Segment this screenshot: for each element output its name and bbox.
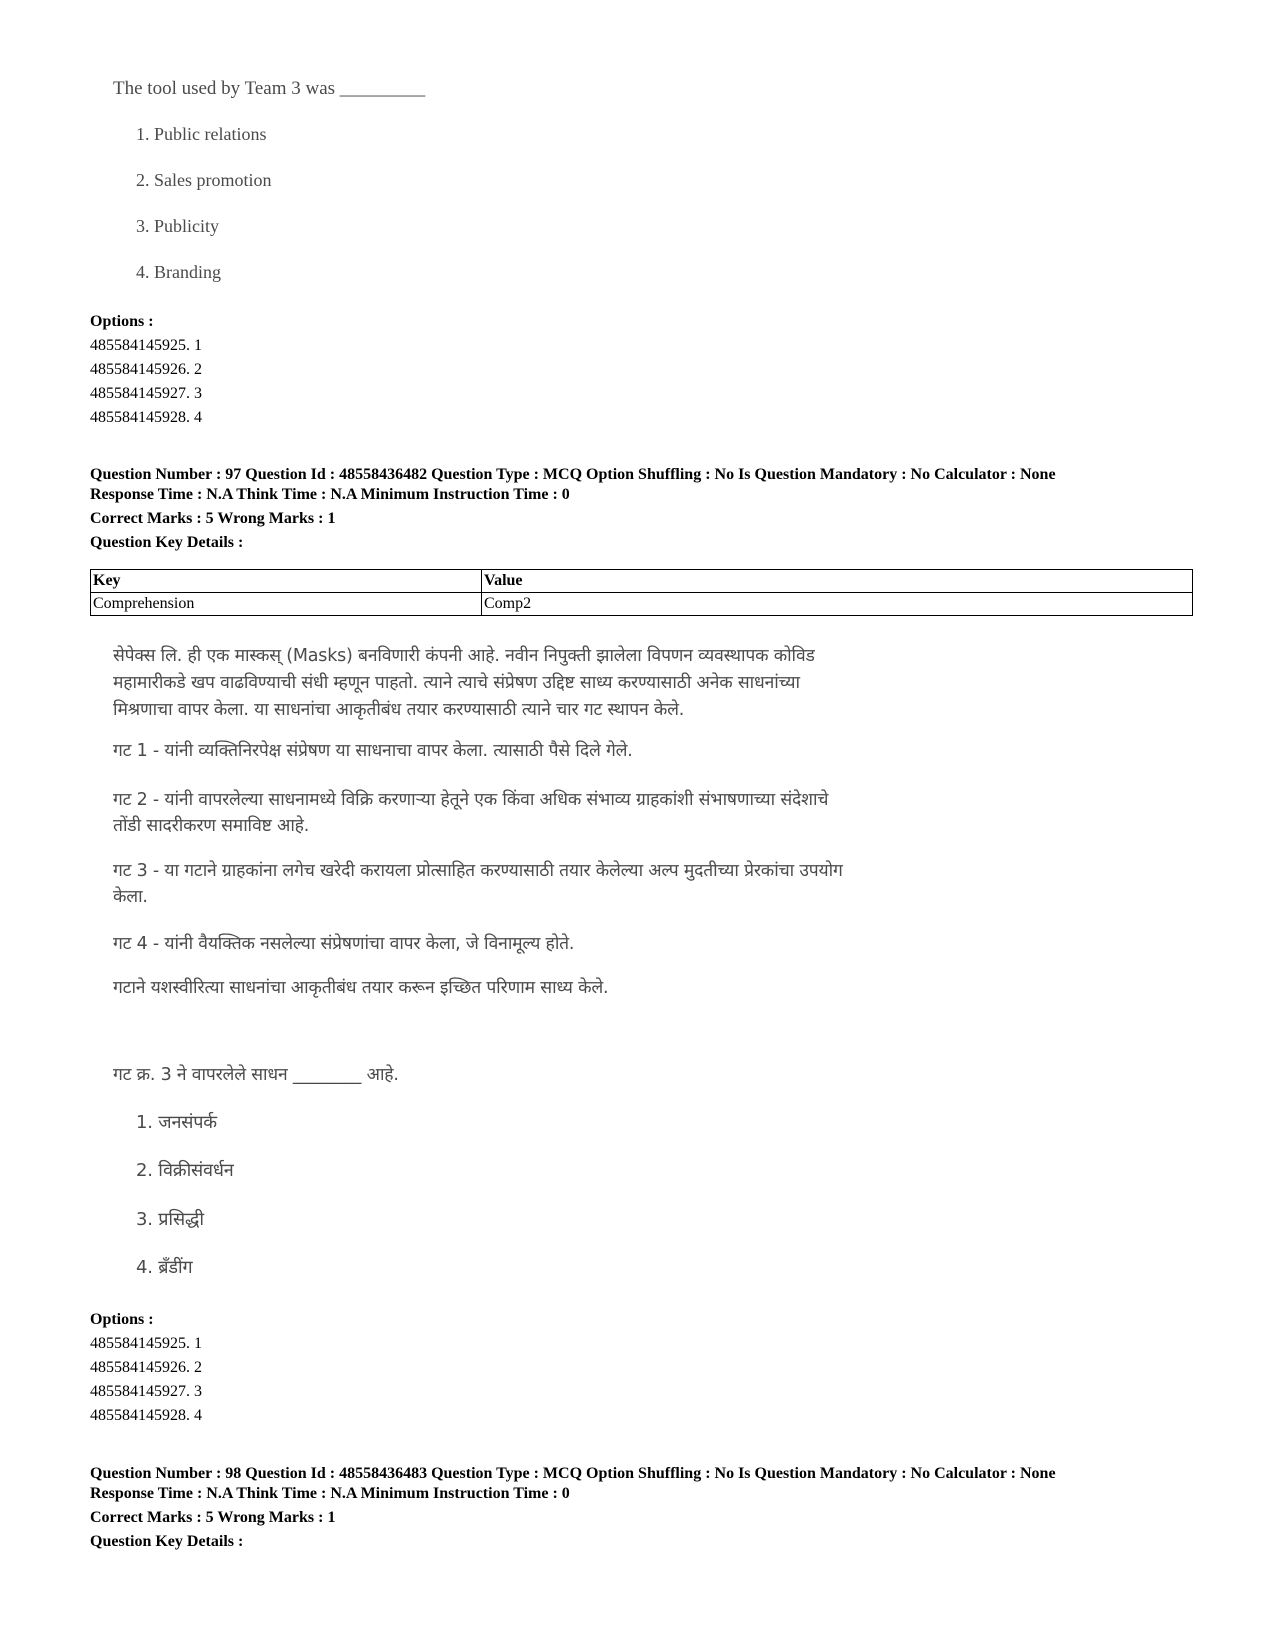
q96-option-id-1: 485584145925. 1 (90, 337, 202, 354)
q96-choice-2: 2. Sales promotion (136, 170, 272, 190)
q97-options-label: Options : (90, 1311, 154, 1328)
q96-options-label: Options : (90, 313, 154, 330)
table-header-value: Value (482, 570, 1193, 593)
q96-choice-4: 4. Branding (136, 262, 221, 282)
q97-choice-4: 4. ब्रँडींग (136, 1257, 193, 1278)
q96-question-stem: The tool used by Team 3 was _________ (113, 78, 426, 99)
q97-choice-2: 2. विक्रीसंवर्धन (136, 1160, 234, 1181)
question-key-table (90, 569, 1193, 616)
q97-choice-1: 1. जनसंपर्क (136, 1112, 217, 1133)
q97-group-4: गट 4 - यांनी वैयक्तिक नसलेल्या संप्रेषणांचा वापर केला, जे विनामूल्य होते. (113, 934, 575, 954)
table-header-key: Key (91, 570, 482, 593)
q97-option-id-3: 485584145927. 3 (90, 1383, 202, 1400)
q97-marks: Correct Marks : 5 Wrong Marks : 1 (90, 510, 336, 527)
q98-meta-line-1: Question Number : 98 Question Id : 48558436483 Question Type : MCQ Option Shuffling : No Is Question Mandatory : No Calculator : None (90, 1465, 1056, 1482)
q97-choice-3: 3. प्रसिद्धी (136, 1209, 204, 1230)
q97-passage-line-3: मिश्रणाचा वापर केला. या साधनांचा आकृतीबंध तयार करण्यासाठी त्याने चार गट स्थापन केले. (113, 700, 685, 720)
q96-option-id-2: 485584145926. 2 (90, 361, 202, 378)
q98-key-details-label: Question Key Details : (90, 1533, 244, 1550)
table-header-row (91, 570, 1193, 593)
q96-choice-3: 3. Publicity (136, 216, 220, 236)
table-cell-key: Comprehension (91, 593, 482, 616)
q97-meta-line-2: Response Time : N.A Think Time : N.A Minimum Instruction Time : 0 (90, 486, 570, 503)
table-cell-value: Comp2 (482, 593, 1193, 616)
q97-passage-line-1: सेपेक्स लि. ही एक मास्कस् (Masks) बनविणारी कंपनी आहे. नवीन निपुक्ती झालेला विपणन व्यवस्थापक कोविड (113, 646, 815, 666)
q97-option-id-2: 485584145926. 2 (90, 1359, 202, 1376)
q97-group-3-line-2: केला. (113, 887, 148, 907)
table-row (91, 593, 1193, 616)
q97-group-2-line-1: गट 2 - यांनी वापरलेल्या साधनामध्ये विक्रि करणाऱ्या हेतूने एक किंवा अधिक संभाव्य ग्राहकांशी संभाषणाच्या संदेशाचे (113, 790, 829, 810)
q97-group-1: गट 1 - यांनी व्यक्तिनिरपेक्ष संप्रेषण या साधनाचा वापर केला. त्यासाठी पैसे दिले गेले. (113, 741, 633, 761)
q97-passage-line-2: महामारीकडे खप वाढविण्याची संधी म्हणून पाहतो. त्याने त्याचे संप्रेषण उद्दिष्ट साध्य करण्यासाठी अनेक साधनांच्या (113, 673, 800, 693)
q96-choice-1: 1. Public relations (136, 124, 267, 144)
q96-option-id-4: 485584145928. 4 (90, 409, 202, 426)
q98-marks: Correct Marks : 5 Wrong Marks : 1 (90, 1509, 336, 1526)
q97-meta-line-1: Question Number : 97 Question Id : 48558436482 Question Type : MCQ Option Shuffling : No Is Question Mandatory : No Calculator : None (90, 466, 1056, 483)
q97-question-stem: गट क्र. 3 ने वापरलेले साधन ________ आहे. (113, 1065, 399, 1085)
q98-meta-line-2: Response Time : N.A Think Time : N.A Minimum Instruction Time : 0 (90, 1485, 570, 1502)
q97-option-id-1: 485584145925. 1 (90, 1335, 202, 1352)
q97-group-3-line-1: गट 3 - या गटाने ग्राहकांना लगेच खरेदी करायला प्रोत्साहित करण्यासाठी तयार केलेल्या अल्प मुदतीच्या प्रेरकांचा उपयोग (113, 861, 843, 881)
q97-conclusion: गटाने यशस्वीरित्या साधनांचा आकृतीबंध तयार करून इच्छित परिणाम साध्य केले. (113, 978, 609, 998)
q97-group-2-line-2: तोंडी सादरीकरण समाविष्ट आहे. (113, 816, 310, 836)
q96-option-id-3: 485584145927. 3 (90, 385, 202, 402)
q97-option-id-4: 485584145928. 4 (90, 1407, 202, 1424)
q97-key-details-label: Question Key Details : (90, 534, 244, 551)
